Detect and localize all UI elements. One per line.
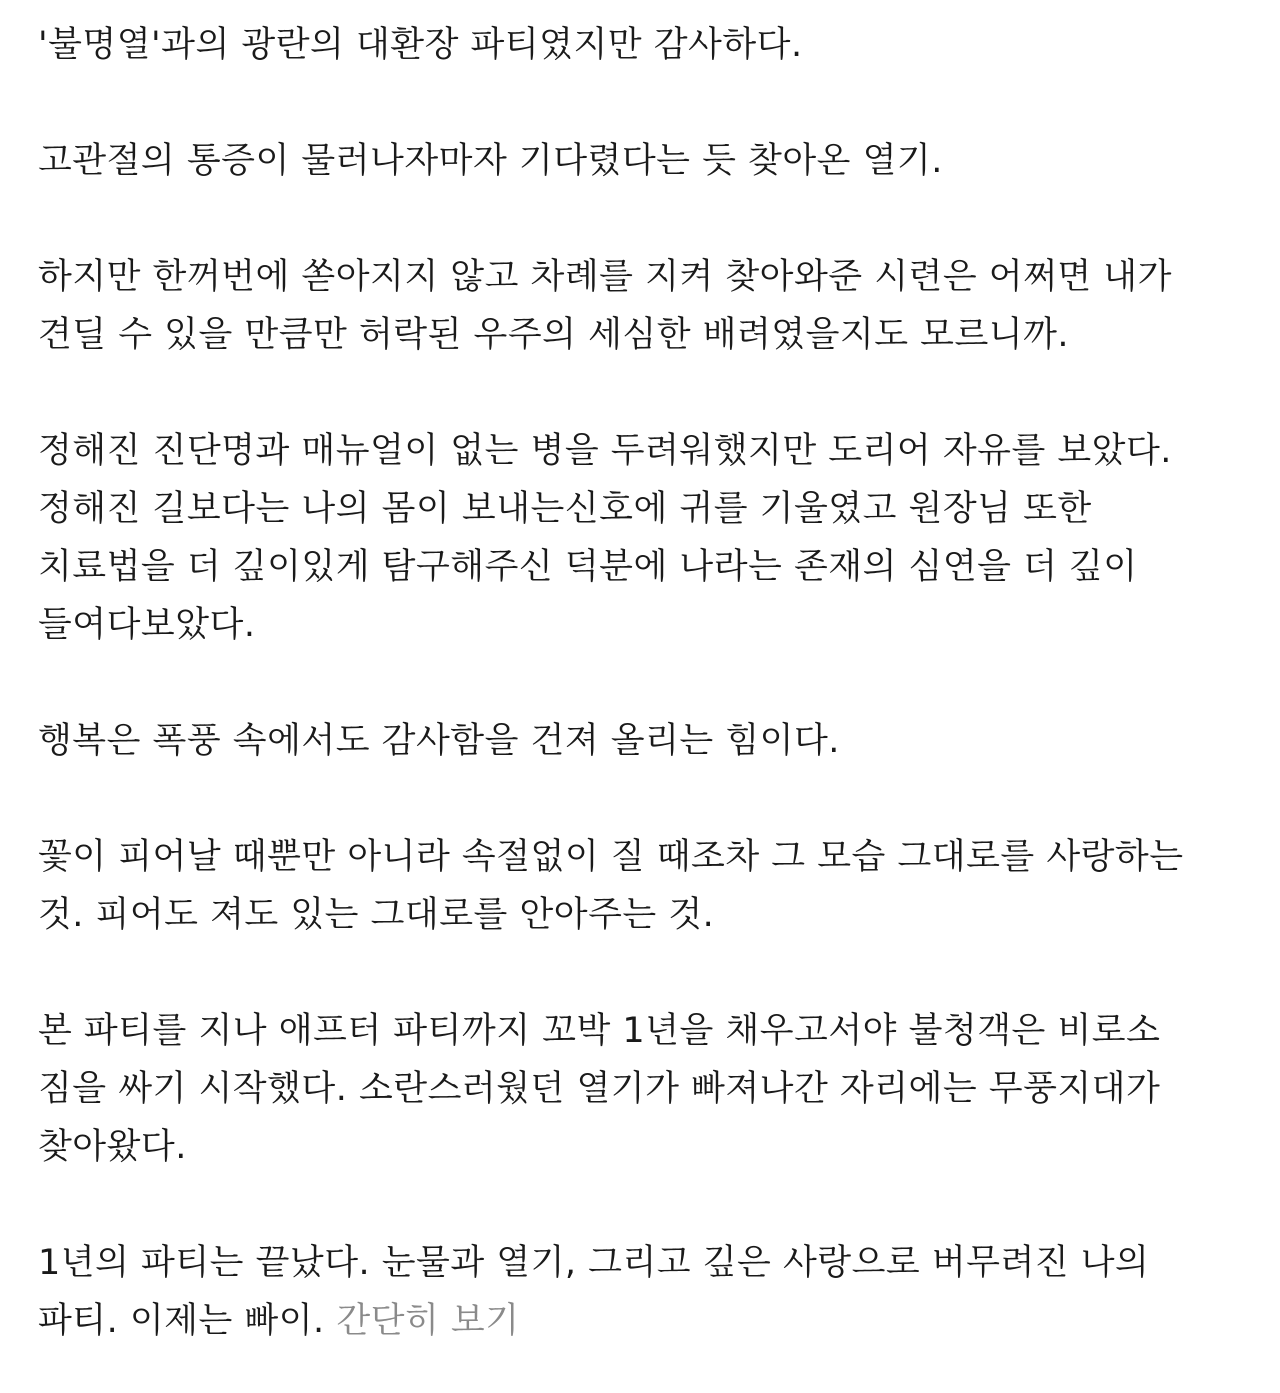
paragraph-7 [38, 1002, 1240, 1176]
text-line-with-link [38, 1292, 1240, 1350]
text-line: 행복은 폭풍 속에서도 감사함을 건져 올리는 힘이다. [38, 721, 840, 761]
paragraph-5 [38, 712, 1240, 770]
text-line: '불명열'과의 광란의 대환장 파티였지만 감사하다. [38, 25, 803, 65]
text-line: 정해진 진단명과 매뉴얼이 없는 병을 두려워했지만 도리어 자유를 보았다. [38, 431, 1172, 471]
text-line: 본 파티를 지나 애프터 파티까지 꼬박 1년을 채우고서야 불청객은 비로소 [38, 1011, 1161, 1051]
collapse-link[interactable]: 간단히 보기 [336, 1301, 520, 1341]
text-line: 견딜 수 있을 만큼만 허락된 우주의 세심한 배려였을지도 모르니까. [38, 315, 1070, 355]
text-line: 고관절의 통증이 물러나자마자 기다렸다는 듯 찾아온 열기. [38, 141, 943, 181]
text-line: 치료법을 더 깊이있게 탐구해주신 덕분에 나라는 존재의 심연을 더 깊이 [38, 547, 1138, 587]
text-line: 정해진 길보다는 나의 몸이 보내는신호에 귀를 기울였고 원장님 또한 [38, 489, 1092, 529]
paragraph-6 [38, 828, 1240, 944]
paragraph-8 [38, 1234, 1240, 1350]
text-line: 찾아왔다. [38, 1127, 187, 1167]
text-line: 파티. 이제는 빠이. [38, 1301, 325, 1341]
paragraph-1 [38, 16, 1240, 74]
paragraph-3 [38, 248, 1240, 364]
text-line: 하지만 한꺼번에 쏟아지지 않고 차례를 지켜 찾아와준 시련은 어쩌면 내가 [38, 257, 1172, 297]
text-line: 꽃이 피어날 때뿐만 아니라 속절없이 질 때조차 그 모습 그대로를 사랑하는 [38, 837, 1184, 877]
text-line: 것. 피어도 져도 있는 그대로를 안아주는 것. [38, 895, 715, 935]
paragraph-4 [38, 422, 1240, 654]
text-line: 1년의 파티는 끝났다. 눈물과 열기, 그리고 깊은 사랑으로 버무려진 나의 [38, 1243, 1150, 1283]
paragraph-2 [38, 132, 1240, 190]
text-line: 들여다보았다. [38, 605, 256, 645]
text-line: 짐을 싸기 시작했다. 소란스러웠던 열기가 빠져나간 자리에는 무풍지대가 [38, 1069, 1161, 1109]
